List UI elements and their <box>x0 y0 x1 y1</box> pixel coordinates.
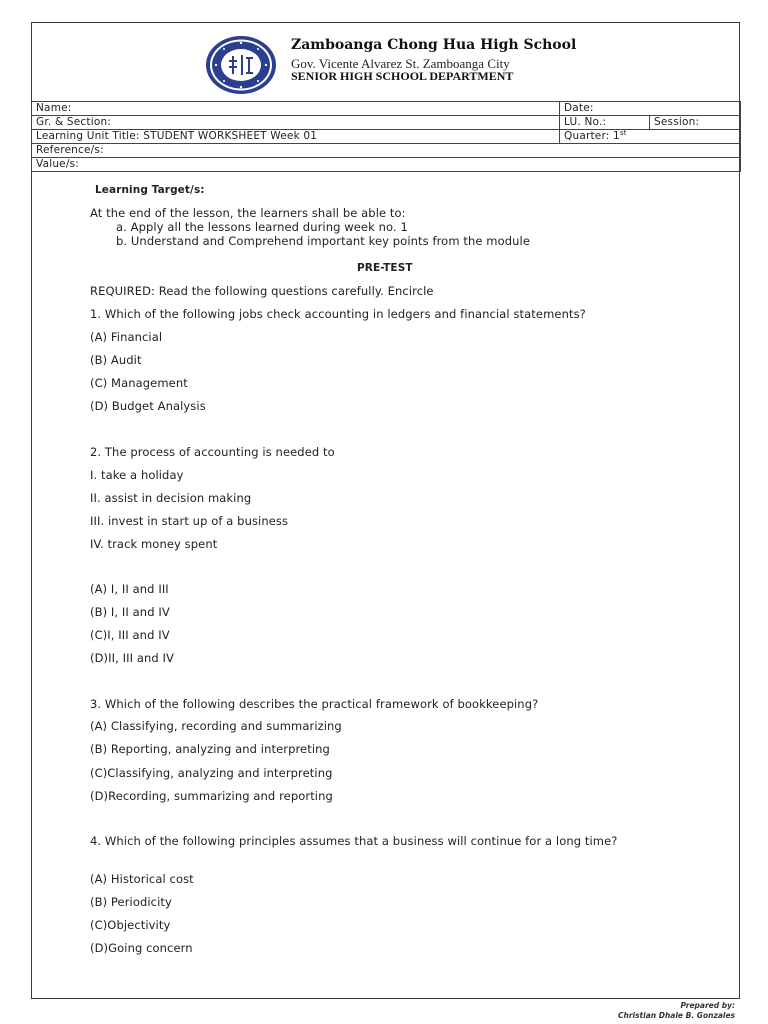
school-name: Zamboanga Chong Hua High School <box>291 37 577 53</box>
learning-target-heading: Learning Target/s: <box>95 184 205 196</box>
q4-option-d[interactable]: (D)Going concern <box>90 941 193 955</box>
learning-target-item: b. Understand and Comprehend important key points from the module <box>116 234 531 248</box>
q4-option-c[interactable]: (C)Objectivity <box>90 918 171 932</box>
q2-statement: IV. track money spent <box>90 537 218 551</box>
school-address: Gov. Vicente Alvarez St. Zamboanga City <box>291 56 510 71</box>
q3-option-c[interactable]: (C)Classifying, analyzing and interpreting <box>90 766 333 780</box>
date-field[interactable]: Date: <box>560 102 741 116</box>
q2-statement: III. invest in start up of a business <box>90 514 289 528</box>
q2-statement: I. take a holiday <box>90 468 184 482</box>
author-name: Christian Dhale B. Gonzales <box>617 1011 735 1020</box>
value-field[interactable]: Value/s: <box>32 158 741 172</box>
q2-option-a[interactable]: (A) I, II and III <box>90 582 169 596</box>
q3-option-a[interactable]: (A) Classifying, recording and summarizing <box>90 719 342 733</box>
quarter-suffix: st <box>619 129 627 137</box>
question-1: 1. Which of the following jobs check accounting in ledgers and financial statements? <box>90 307 586 321</box>
name-field[interactable]: Name: <box>32 102 560 116</box>
q3-option-d[interactable]: (D)Recording, summarizing and reporting <box>90 789 333 803</box>
pretest-heading: PRE-TEST <box>357 262 413 274</box>
school-department: SENIOR HIGH SCHOOL DEPARTMENT <box>291 69 514 83</box>
prepared-by-label: Prepared by: <box>680 1001 735 1010</box>
question-3: 3. Which of the following describes the practical framework of bookkeeping? <box>90 697 539 711</box>
q1-option-b[interactable]: (B) Audit <box>90 353 142 367</box>
reference-field[interactable]: Reference/s: <box>32 144 741 158</box>
q1-option-a[interactable]: (A) Financial <box>90 330 163 344</box>
learning-target-item: a. Apply all the lessons learned during week no. 1 <box>116 220 408 234</box>
unit-title-field: Learning Unit Title: STUDENT WORKSHEET Week 01 <box>32 130 560 144</box>
q3-option-b[interactable]: (B) Reporting, analyzing and interpreting <box>90 742 330 756</box>
question-4: 4. Which of the following principles assumes that a business will continue for a long time? <box>90 834 618 848</box>
question-2: 2. The process of accounting is needed to <box>90 445 335 459</box>
q1-option-d[interactable]: (D) Budget Analysis <box>90 399 206 413</box>
section-field[interactable]: Gr. & Section: <box>32 116 560 130</box>
q2-option-c[interactable]: (C)I, III and IV <box>90 628 170 642</box>
quarter-label: Quarter: 1 <box>564 130 620 142</box>
lu-number-field[interactable]: LU. No.: <box>560 116 650 130</box>
q4-option-b[interactable]: (B) Periodicity <box>90 895 172 909</box>
session-field[interactable]: Session: <box>650 116 741 130</box>
q4-option-a[interactable]: (A) Historical cost <box>90 872 194 886</box>
q1-option-c[interactable]: (C) Management <box>90 376 188 390</box>
q2-option-d[interactable]: (D)II, III and IV <box>90 651 175 665</box>
pretest-instruction: REQUIRED: Read the following questions carefully. Encircle <box>90 284 434 298</box>
q2-statement: II. assist in decision making <box>90 491 252 505</box>
q2-option-b[interactable]: (B) I, II and IV <box>90 605 170 619</box>
learning-target-intro: At the end of the lesson, the learners shall be able to: <box>90 206 406 220</box>
